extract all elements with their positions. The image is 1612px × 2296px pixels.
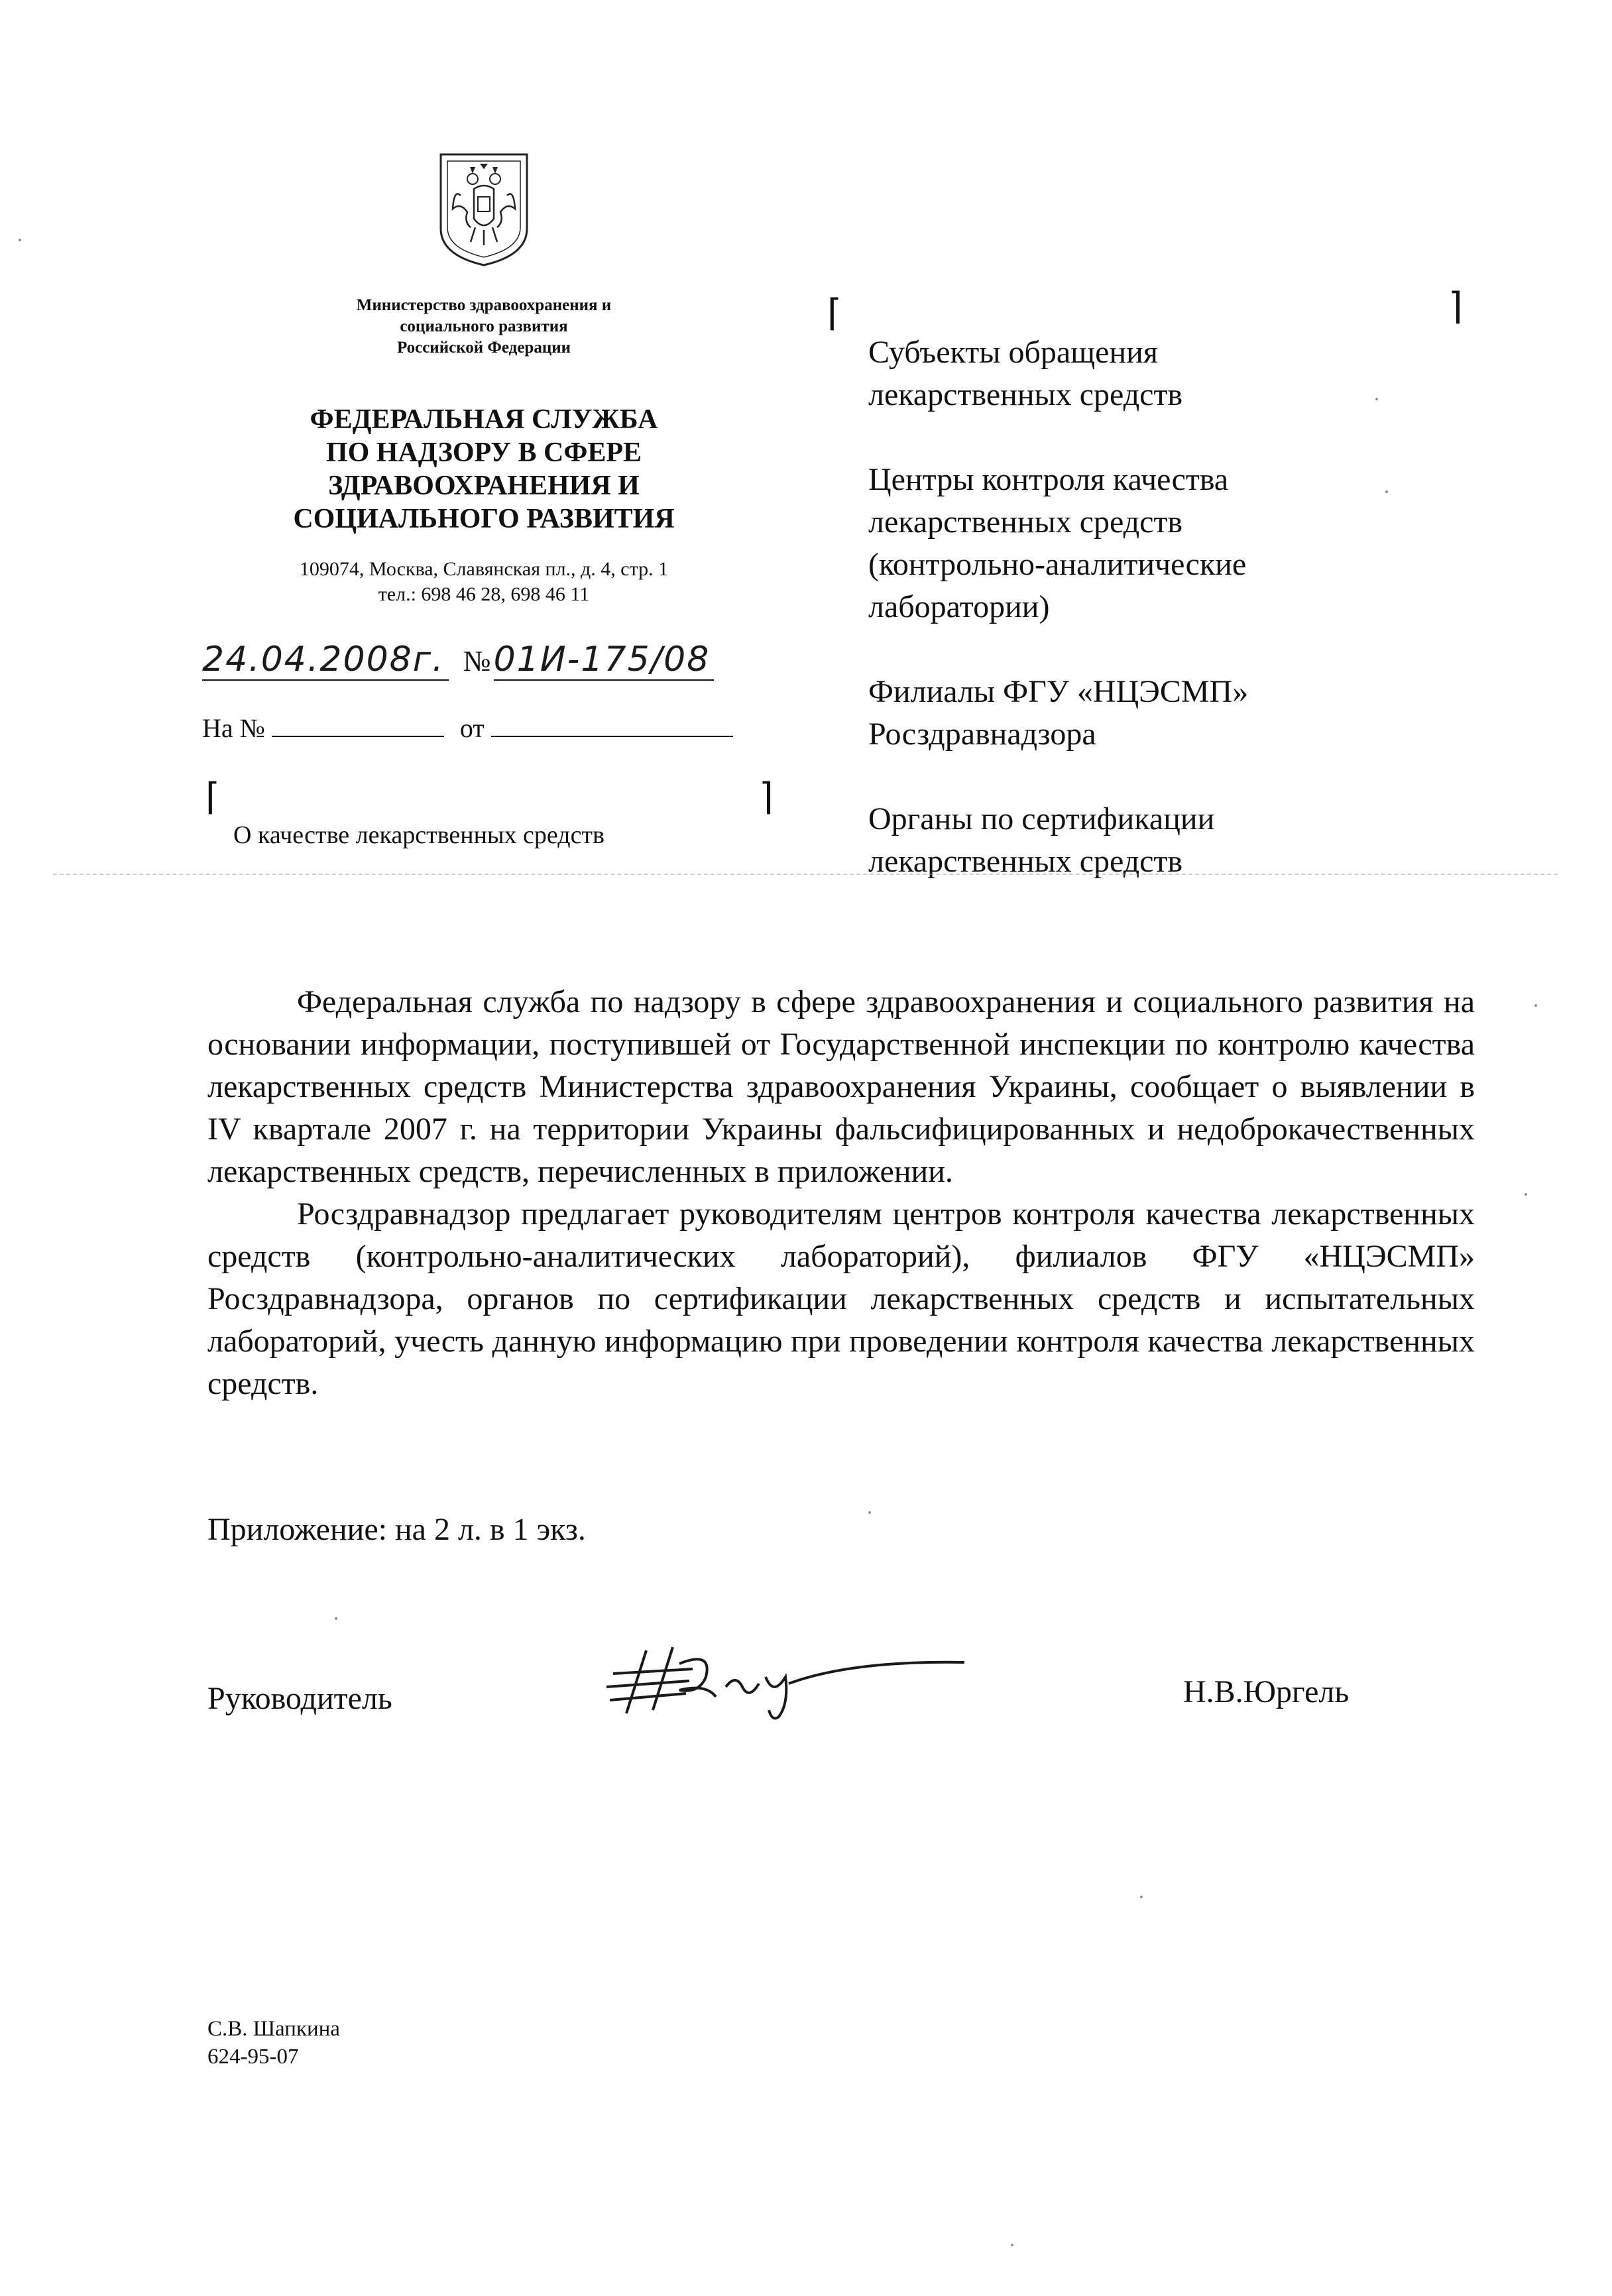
scan-speck <box>1385 490 1388 493</box>
scan-speck <box>1011 2244 1013 2246</box>
service-line: СОЦИАЛЬНОГО РАЗВИТИЯ <box>293 504 675 534</box>
phone-line: тел.: 698 46 28, 698 46 11 <box>378 583 590 605</box>
addressee-line: Росздравнадзора <box>868 717 1096 752</box>
ref-number-blank <box>272 713 444 737</box>
addressee-line: лекарственных средств <box>868 377 1183 412</box>
reference-line <box>202 713 733 744</box>
body-paragraph: Росздравнадзор предлагает руководителям центров контроля качества лекарственных средств (контрольно-аналитических лабораторий), филиалов ФГУ «НЦЭСМП» Росздравнадзора, органов по сертификации лекарственных средств и испытательных лабораторий, учесть данную информацию при проведении контроля качества лекарственных средств. <box>207 1196 1475 1401</box>
corner-mark-right-icon: ⌉ <box>759 775 774 819</box>
executor-phone: 624-95-07 <box>207 2045 299 2069</box>
coat-of-arms-icon <box>434 149 534 268</box>
executor-name: С.В. Шапкина <box>207 2017 340 2041</box>
ref-date-blank <box>491 713 733 737</box>
corner-mark-left-icon: ⌈ <box>205 775 220 819</box>
addressee-line: лаборатории) <box>868 589 1050 624</box>
addressee-corner-left-icon: ⌈ <box>827 292 842 335</box>
addressee-line: Субъекты обращения <box>868 335 1158 370</box>
addressee-line: Филиалы ФГУ «НЦЭСМП» <box>868 674 1249 709</box>
addressee-line: лекарственных средств <box>868 504 1183 540</box>
service-address <box>245 557 722 607</box>
outgoing-date-number <box>202 640 714 679</box>
number-sign: № <box>463 645 491 677</box>
addressee-group <box>868 331 1399 416</box>
addressee-group <box>868 671 1399 756</box>
ref-prefix: На № <box>202 713 265 743</box>
signatory-role: Руководитель <box>207 1681 392 1716</box>
ministry-line: Российской Федерации <box>396 339 571 357</box>
outgoing-date: 24.04.2008г. <box>202 640 449 681</box>
addressee-line: Центры контроля качества <box>868 462 1229 497</box>
service-line: ПО НАДЗОРУ В СФЕРЕ <box>325 437 642 468</box>
body-paragraph: Федеральная служба по надзору в сфере здравоохранения и социального развития на основании информации, поступившей от Государственной инспекции по контролю качества лекарственных средств Министерства здравоохранения Украины, сообщает о выявлении в IV квартале 2007 г. на территории Украины фальсифицированных и недоброкачественных лекарственных средств, перечисленных в приложении. <box>207 984 1475 1189</box>
ministry-line: Министерство здравоохранения и <box>356 296 612 314</box>
scan-speck <box>1375 398 1378 400</box>
signature-icon <box>600 1637 971 1723</box>
addressee-group <box>868 459 1399 628</box>
address-line: 109074, Москва, Славянская пл., д. 4, стр. 1 <box>299 558 669 580</box>
signatory-name: Н.В.Юргель <box>1183 1674 1350 1709</box>
scan-speck <box>1140 1896 1143 1898</box>
scan-speck <box>1525 1193 1527 1196</box>
service-line: ФЕДЕРАЛЬНАЯ СЛУЖБА <box>310 404 658 435</box>
ministry-name <box>292 295 676 359</box>
service-line: ЗДРАВООХРАНЕНИЯ И <box>328 471 640 501</box>
scan-speck <box>19 239 21 241</box>
addressee-line: Органы по сертификации <box>868 801 1215 836</box>
addressee-line: (контрольно-аналитические <box>868 547 1247 582</box>
scan-speck <box>1534 1004 1537 1007</box>
scan-speck <box>335 1617 337 1620</box>
executor-contact <box>207 2015 340 2071</box>
scan-speck <box>868 1511 871 1514</box>
ministry-line: социального развития <box>400 317 568 335</box>
ref-from: от <box>459 713 485 743</box>
addressee-list <box>868 331 1399 883</box>
letter-subject: О качестве лекарственных средств <box>233 821 604 849</box>
addressee-group <box>868 798 1399 883</box>
attachment-note: Приложение: на 2 л. в 1 экз. <box>207 1512 586 1547</box>
letter-body <box>207 981 1475 1405</box>
scan-artifact-line <box>53 874 1558 876</box>
service-name <box>252 403 716 536</box>
addressee-corner-right-icon: ⌉ <box>1448 285 1463 328</box>
addressee-line: лекарственных средств <box>868 844 1183 879</box>
outgoing-number: 01И-175/08 <box>494 640 715 681</box>
